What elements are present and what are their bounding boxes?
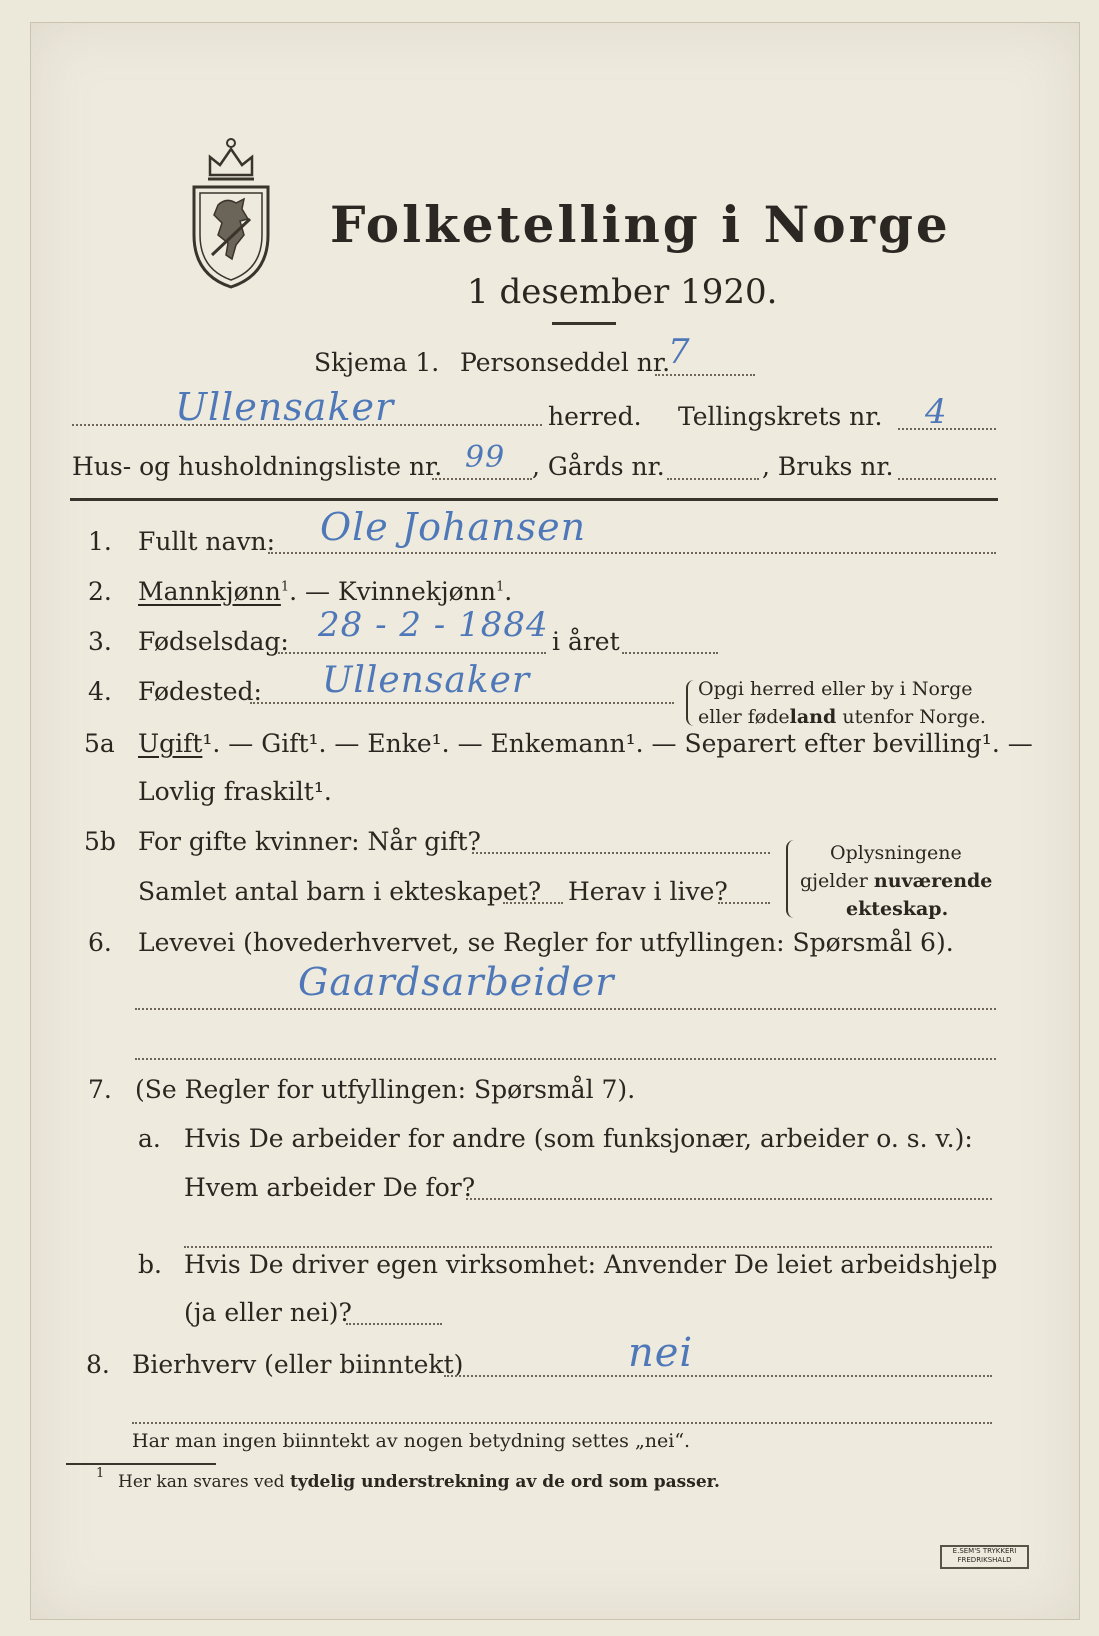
q6-label: Levevei (hovederhvervet, se Regler for utfyllingen: Spørsmål 6). <box>138 928 954 957</box>
herred-value[interactable]: Ullensaker <box>175 385 395 429</box>
q5a-line2[interactable]: Lovlig fraskilt¹. <box>138 777 332 806</box>
q4-note-line2: eller fødeland utenfor Norge. <box>698 706 986 728</box>
q6-number: 6. <box>88 928 112 957</box>
q1-value[interactable]: Ole Johansen <box>320 505 587 549</box>
q2-male-option[interactable]: Mannkjønn <box>138 577 281 606</box>
q7b-letter: b. <box>138 1250 162 1279</box>
q5a-ugift-option[interactable]: Ugift <box>138 729 203 758</box>
q5a-number: 5a <box>84 729 115 758</box>
q7-label: (Se Regler for utfyllingen: Spørsmål 7). <box>135 1075 636 1104</box>
personseddel-label: Personseddel nr. <box>460 348 671 377</box>
footnote-rule <box>66 1463 216 1465</box>
q4-value[interactable]: Ullensaker <box>322 660 531 701</box>
norwegian-lion-coat-of-arms-icon <box>188 135 274 290</box>
q2-sex-options: Mannkjønn$^1$. — Kvinnekjønn$^1$. <box>138 577 513 606</box>
biinntekt-note: Har man ingen biinntekt av nogen betydning settes „nei“. <box>132 1430 691 1452</box>
q8-label: Bierhverv (eller biinntekt) <box>132 1350 464 1379</box>
husliste-label: Hus- og husholdningsliste nr. <box>72 452 443 481</box>
q6-value[interactable]: Gaardsarbeider <box>298 960 615 1004</box>
q7-number: 7. <box>88 1075 112 1104</box>
q1-number: 1. <box>88 527 112 556</box>
q4-number: 4. <box>88 677 112 706</box>
header-rule <box>70 498 998 501</box>
gards-label: , Gårds nr. <box>532 452 665 481</box>
q2-female-option[interactable]: . — Kvinnekjønn <box>289 577 496 606</box>
q5b-number: 5b <box>84 827 116 856</box>
q5b-note-line2: gjelder nuværende <box>800 870 993 892</box>
q5b-line2: Samlet antal barn i ekteskapet? <box>138 877 542 906</box>
q2-number: 2. <box>88 577 112 606</box>
footnote-mark: 1 <box>96 1466 105 1481</box>
schema-label: Skjema 1. <box>314 348 440 377</box>
q3-aaret-label: i året <box>552 627 620 656</box>
footnote-text: Her kan svares ved tydelig understrekning av de ord som passer. <box>118 1472 720 1492</box>
q5a-other-options[interactable]: ¹. — Gift¹. — Enke¹. — Enkemann¹. — Separert efter bevilling¹. — <box>202 729 1033 758</box>
q5b-herav-label: Herav i live? <box>568 877 728 906</box>
q1-label: Fullt navn: <box>138 527 276 556</box>
personseddel-value[interactable]: 7 <box>668 332 691 372</box>
q8-value[interactable]: nei <box>628 1330 694 1376</box>
herred-label: herred. <box>548 402 642 431</box>
form-title: Folketelling i Norge <box>330 195 951 254</box>
q8-number: 8. <box>86 1350 110 1379</box>
q5a-options <box>138 729 1033 758</box>
tellingskrets-value[interactable]: 4 <box>925 392 948 432</box>
census-date: 1 desember 1920. <box>467 272 778 312</box>
q3-label: Fødselsdag: <box>138 627 289 656</box>
tellingskrets-label: Tellingskrets nr. <box>678 402 883 431</box>
q3-number: 3. <box>88 627 112 656</box>
q7a-letter: a. <box>138 1124 161 1153</box>
q4-note-line1: Opgi herred eller by i Norge <box>698 678 973 700</box>
husliste-value[interactable]: 99 <box>465 440 506 475</box>
q7a-line1: Hvis De arbeider for andre (som funksjonær, arbeider o. s. v.): <box>184 1124 973 1153</box>
q5b-note-line1: Oplysningene <box>830 842 962 864</box>
title-divider <box>552 322 616 325</box>
q7b-line1: Hvis De driver egen virksomhet: Anvender De leiet arbeidshjelp <box>184 1250 998 1279</box>
bruks-label: , Bruks nr. <box>762 452 894 481</box>
q4-label: Fødested: <box>138 677 262 706</box>
q5b-line1: For gifte kvinner: Når gift? <box>138 827 481 856</box>
q3-value[interactable]: 28 - 2 - 1884 <box>318 605 549 645</box>
printer-stamp: E.SEM'S TRYKKERI FREDRIKSHALD <box>940 1545 1029 1569</box>
q7b-line2: (ja eller nei)? <box>184 1298 352 1327</box>
q5b-note-line3: ekteskap. <box>846 898 949 920</box>
q7a-line2: Hvem arbeider De for? <box>184 1173 476 1202</box>
